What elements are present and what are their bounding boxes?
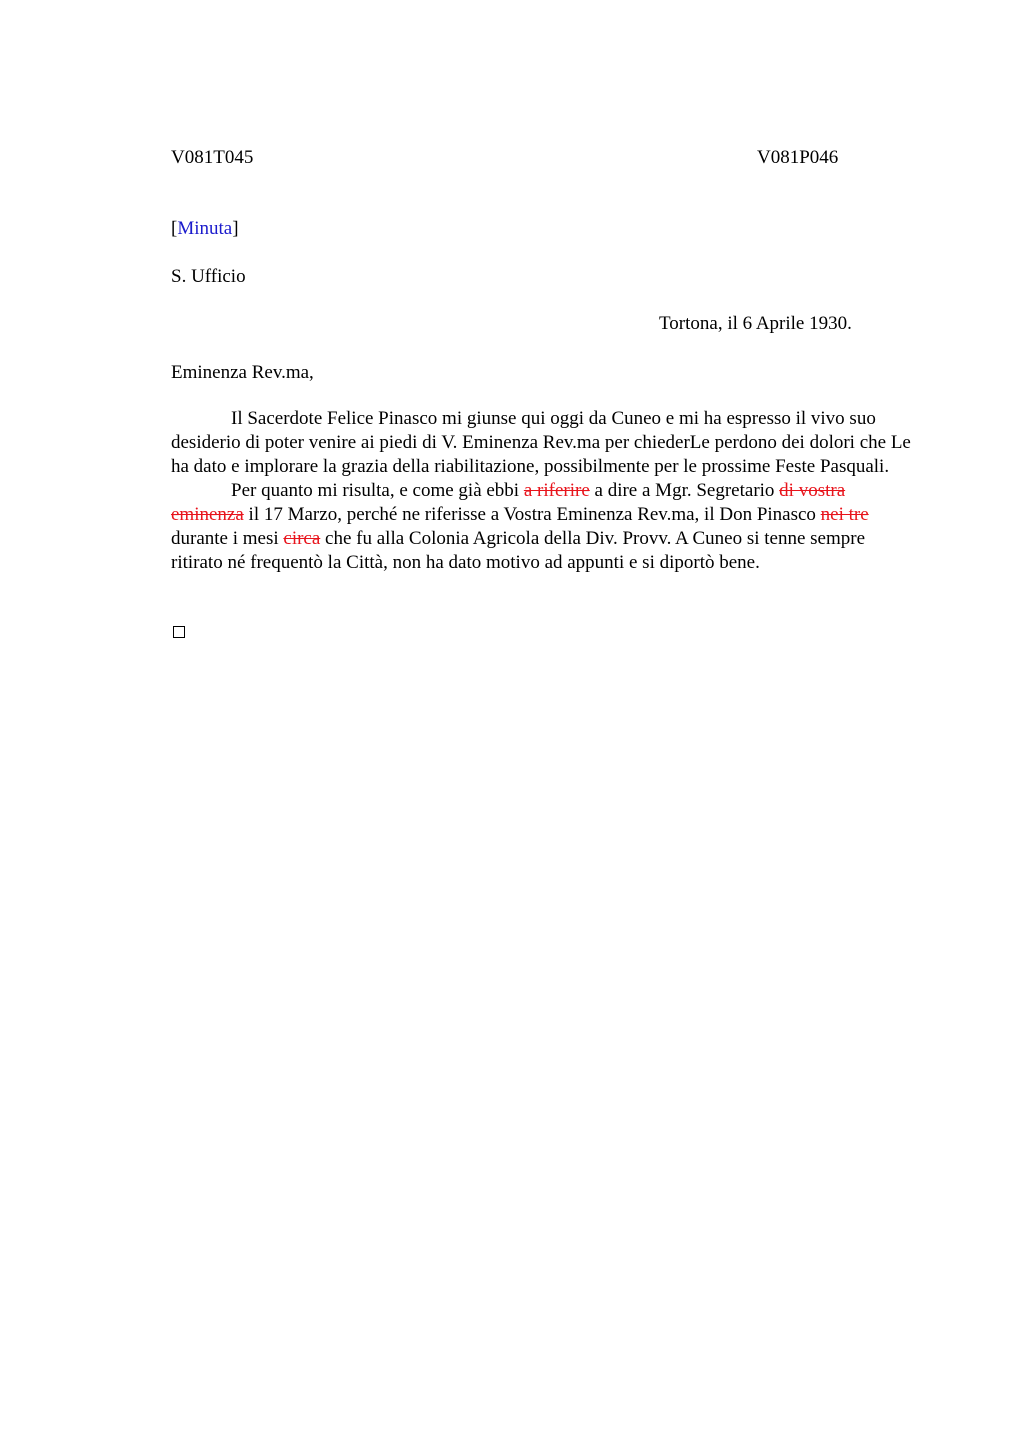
- minuta-text: Minuta: [177, 218, 233, 239]
- deleted-text: nei tre: [820, 504, 869, 525]
- paragraph-1: Il Sacerdote Felice Pinasco mi giunse qui oggi da Cuneo e mi ha espresso il vivo suo desiderio di poter venire ai piedi di V. Eminenza Rev.ma per chiederLe perdono dei dolori che Le ha dato e implorare la grazia della riabilitazione, possibilmente per le prossime Feste Pasquali.: [171, 408, 911, 477]
- minuta-label: [171, 217, 239, 241]
- deleted-text: a riferire: [523, 480, 590, 501]
- empty-square-icon: [173, 626, 185, 638]
- recipient: S. Ufficio: [171, 266, 246, 287]
- document-page: [171, 0, 913, 1450]
- paragraph-2-segment: durante i mesi: [171, 528, 284, 549]
- salutation: Eminenza Rev.ma,: [171, 362, 314, 383]
- paragraph-2-segment: il 17 Marzo, perché ne riferisse a Vostra Eminenza Rev.ma, il Don Pinasco: [243, 504, 821, 525]
- paragraph-2: [171, 479, 913, 575]
- letter-body: [171, 407, 913, 575]
- deleted-text: circa: [283, 528, 321, 549]
- date-line: Tortona, il 6 Aprile 1930.: [659, 313, 852, 334]
- paragraph-2-segment: a dire a Mgr. Segretario: [589, 480, 780, 501]
- paragraph-2-segment: che fu alla Colonia Agricola della Div. Provv. A Cuneo si tenne sempre ritirato né frequentò la Città, non ha dato motivo ad appunti e si diportò bene.: [171, 528, 866, 573]
- document-code-right: V081P046: [757, 147, 839, 168]
- paragraph-2-segment: Per quanto mi risulta, e come già ebbi: [231, 480, 524, 501]
- close-bracket: ]: [232, 218, 239, 239]
- deleted-text: di vostra eminenza: [171, 480, 846, 525]
- document-code-left: V081T045: [171, 147, 254, 168]
- open-bracket: [: [171, 218, 178, 239]
